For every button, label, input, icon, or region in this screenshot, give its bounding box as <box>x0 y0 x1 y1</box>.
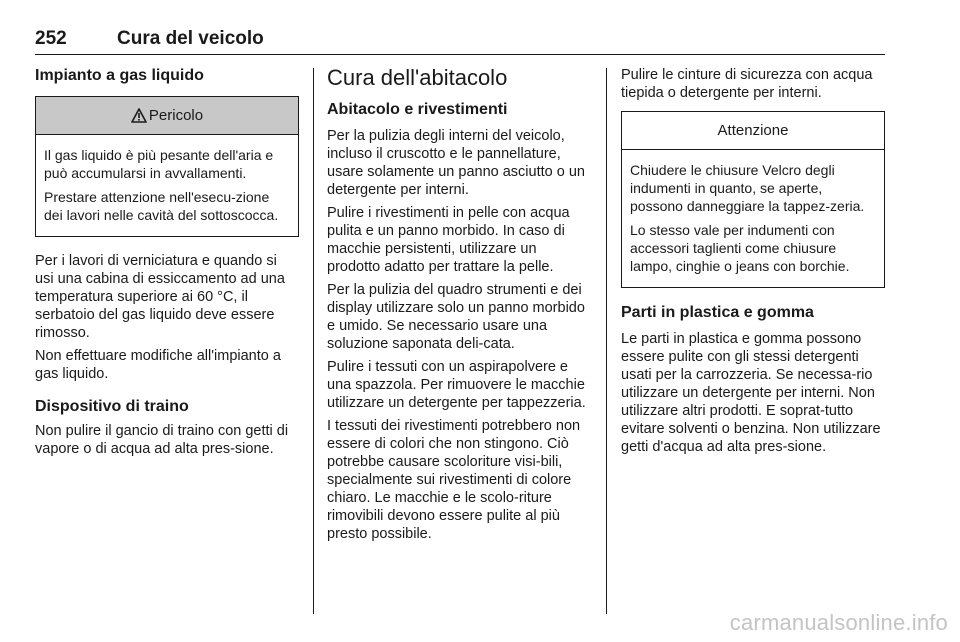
column-2 <box>327 66 591 548</box>
column-divider <box>606 68 607 614</box>
caution-box-title: Attenzione <box>717 122 789 139</box>
body-paragraph: Non effettuare modifiche all'impianto a gas liquido. <box>35 348 281 382</box>
body-paragraph: Non pulire il gancio di traino con getti di vapore o di acqua ad alta pres-sione. <box>35 423 289 457</box>
section-heading-plastic-rubber: Parti in plastica e gomma <box>621 304 814 321</box>
caution-box-body <box>622 150 884 287</box>
body-paragraph: Le parti in plastica e gomma possono essere pulite con gli stessi detergenti usati per la carrozzeria. Se necessa-rio utilizzare un detergente per interni. Non utilizzare altri prodotti. E soprat-tutto evitare solventi o benzina. Non utilizzare getti d'acqua ad alta pres-sione. <box>621 331 881 455</box>
body-paragraph: I tessuti dei rivestimenti potrebbero non essere di colori che non stingono. Ciò potrebbe causare scoloriture visi-bili, specialmente sui rivestimenti di colore chiaro. Le macchie e le scolo-riture rimovibili devono essere pulite al più presto possibile. <box>327 418 581 542</box>
caution-paragraph: Chiudere le chiusure Velcro degli indumenti in quanto, se aperte, possono danneggiare la tappez-zeria. <box>630 162 865 214</box>
caution-box-header <box>622 112 884 150</box>
body-paragraph: Per i lavori di verniciatura e quando si usi una cabina di essiccamento ad una temperatura superiore ai 60 °C, il serbatoio del gas liquido deve essere rimosso. <box>35 253 285 341</box>
caution-paragraph: Lo stesso vale per indumenti con accessori taglienti come chiusure lampo, cinghie o jeans con borchie. <box>630 222 850 274</box>
body-paragraph: Per la pulizia degli interni del veicolo, incluso il cruscotto e le pannellature, usare solamente un panno asciutto o un detergente per interni. <box>327 128 585 198</box>
watermark: carmanualsonline.info <box>729 610 948 635</box>
column-1 <box>35 66 299 463</box>
danger-box-title: Pericolo <box>148 107 204 124</box>
danger-paragraph: Prestare attenzione nell'esecu-zione dei lavori nelle cavità del sottoscocca. <box>44 189 279 223</box>
page-number: 252 <box>35 28 67 49</box>
body-paragraph: Pulire i tessuti con un aspirapolvere e una spazzola. Per rimuovere le macchie utilizzare un detergente per tappezzeria. <box>327 359 586 411</box>
danger-box-header <box>36 97 298 135</box>
section-heading-lpg: Impianto a gas liquido <box>35 67 204 84</box>
page-header <box>35 24 885 55</box>
body-paragraph: Per la pulizia del quadro strumenti e dei display utilizzare solo un panno morbido e umido. Se necessario usare una soluzione saponata deli-cata. <box>327 282 585 352</box>
body-paragraph: Pulire i rivestimenti in pelle con acqua pulita e un panno morbido. In caso di macchie persistenti, utilizzare un prodotto adatto per trattare la pelle. <box>327 205 570 275</box>
column-3 <box>621 66 885 461</box>
body-paragraph: Pulire le cinture di sicurezza con acqua tiepida o detergente per interni. <box>621 67 873 101</box>
danger-paragraph: Il gas liquido è più pesante dell'aria e può accumularsi in avvallamenti. <box>44 147 274 181</box>
subsection-heading-upholstery: Abitacolo e rivestimenti <box>327 101 508 118</box>
caution-box <box>621 111 885 288</box>
section-heading-towing: Dispositivo di traino <box>35 398 189 415</box>
section-title-interior: Cura dell'abitacolo <box>327 65 508 90</box>
column-divider <box>313 68 314 614</box>
chapter-title: Cura del veicolo <box>117 28 264 49</box>
warning-triangle-icon <box>131 108 147 123</box>
danger-box-body <box>36 135 298 236</box>
danger-box <box>35 96 299 237</box>
